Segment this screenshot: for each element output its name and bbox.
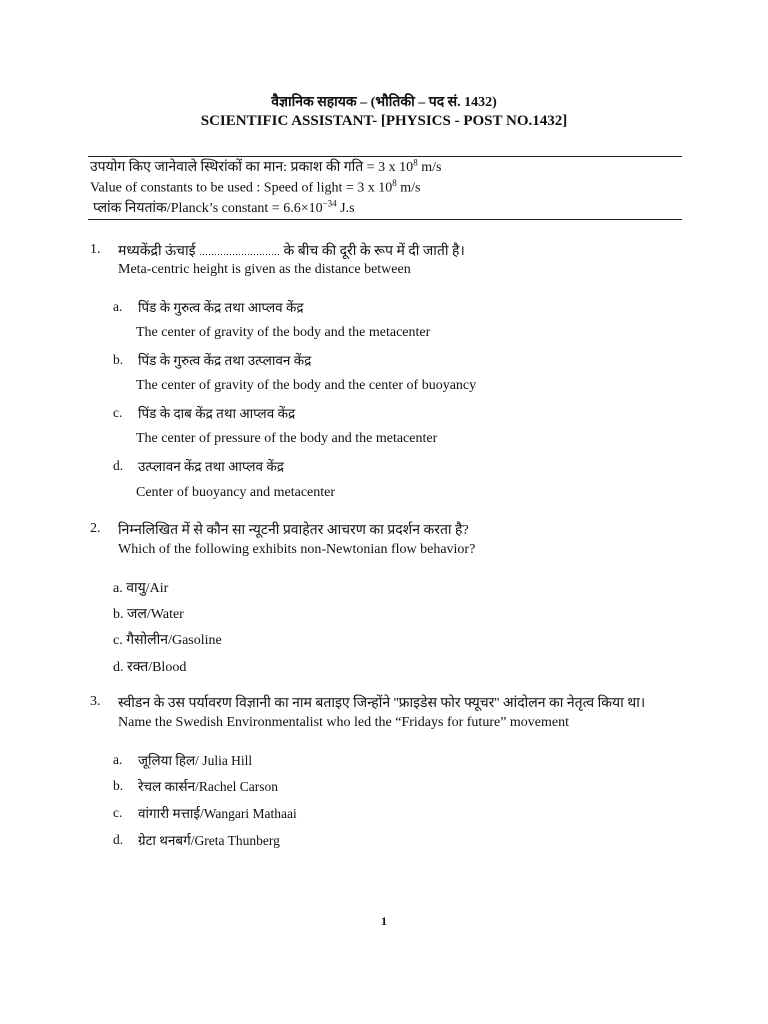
question-number: 3.: [90, 694, 101, 709]
option-letter: a.: [113, 299, 123, 314]
constant-light-hindi: [90, 157, 441, 176]
page-number: 1: [381, 914, 387, 928]
question-1-english: Meta-centric height is given as the distance between: [118, 262, 411, 277]
option: जूलिया हिल/ Julia Hill: [138, 753, 253, 768]
option-letter: b.: [113, 778, 124, 793]
unit: m/s: [396, 180, 421, 196]
option-letter: d.: [113, 458, 124, 473]
option: रेचल कार्सन/Rachel Carson: [138, 779, 278, 794]
unit: J.s: [336, 201, 355, 216]
divider-bottom: [88, 219, 682, 220]
title-hindi: वैज्ञानिक सहायक – (भौतिकी – पद सं. 1432): [271, 95, 497, 110]
exponent: −34: [322, 198, 337, 209]
option: ग्रेटा थनबर्ग/Greta Thunberg: [138, 833, 280, 848]
option-hindi: पिंड के गुरुत्व केंद्र तथा आप्लव केंद्र: [138, 300, 304, 315]
question-number: 1.: [90, 242, 101, 257]
constant-text: Value of constants to be used : Speed of light = 3 x 10: [90, 180, 393, 196]
constant-text: उपयोग किए जानेवाले स्थिरांकों का मान: प्रकाश की गति = 3 x 10: [90, 160, 414, 175]
question-text: मध्यकेंद्री ऊंचाई: [118, 244, 199, 259]
option-letter: a.: [113, 752, 123, 767]
question-text: के बीच की दूरी के रूप में दी जाती है।: [279, 244, 465, 259]
option-english: The center of gravity of the body and the center of buoyancy: [136, 378, 477, 393]
question-number: 2.: [90, 521, 101, 536]
option: b. जल/Water: [113, 607, 184, 622]
question-2-hindi: निम्नलिखित में से कौन सा न्यूटनी प्रवाहेतर आचरण का प्रदर्शन करता है?: [118, 523, 469, 538]
option-letter: c.: [113, 805, 123, 820]
question-3-english: Name the Swedish Environmentalist who led the “Fridays for future” movement: [118, 715, 570, 730]
option: d. रक्त/Blood: [113, 660, 187, 675]
option-english: Center of buoyancy and metacenter: [136, 485, 336, 500]
exponent: 8: [392, 178, 397, 188]
option: a. वायु/Air: [113, 581, 169, 596]
option-hindi: उत्प्लावन केंद्र तथा आप्लव केंद्र: [138, 459, 284, 474]
constant-light-english: [90, 178, 420, 197]
question-3-hindi: स्वीडन के उस पर्यावरण विज्ञानी का नाम बताइए जिन्होंने ''फ्राइडेस फोर फ्यूचर'' आंदोलन का नेतृत्व किया था।: [118, 696, 646, 711]
constant-text: प्लांक नियतांक/Planck’s constant = 6.6×10: [93, 201, 323, 216]
option-hindi: पिंड के गुरुत्व केंद्र तथा उत्प्लावन केंद्र: [138, 353, 312, 368]
option: वांगारी मत्ताई/Wangari Mathaai: [138, 806, 297, 821]
question-2-english: Which of the following exhibits non-Newtonian flow behavior?: [118, 542, 476, 557]
option-letter: d.: [113, 832, 124, 847]
title-english: SCIENTIFIC ASSISTANT- [PHYSICS - POST NO.1432]: [200, 113, 568, 129]
unit: m/s: [417, 160, 442, 175]
option: c. गैसोलीन/Gasoline: [113, 633, 222, 648]
option-hindi: पिंड के दाब केंद्र तथा आप्लव केंद्र: [138, 406, 296, 421]
option-english: The center of pressure of the body and the metacenter: [136, 431, 438, 446]
exponent: 8: [413, 157, 418, 168]
option-letter: b.: [113, 352, 124, 367]
blank: ………………………: [198, 247, 280, 257]
option-letter: c.: [113, 405, 123, 420]
constant-planck: [93, 198, 355, 217]
option-english: The center of gravity of the body and the metacenter: [136, 325, 431, 340]
question-1-hindi: [118, 241, 465, 260]
